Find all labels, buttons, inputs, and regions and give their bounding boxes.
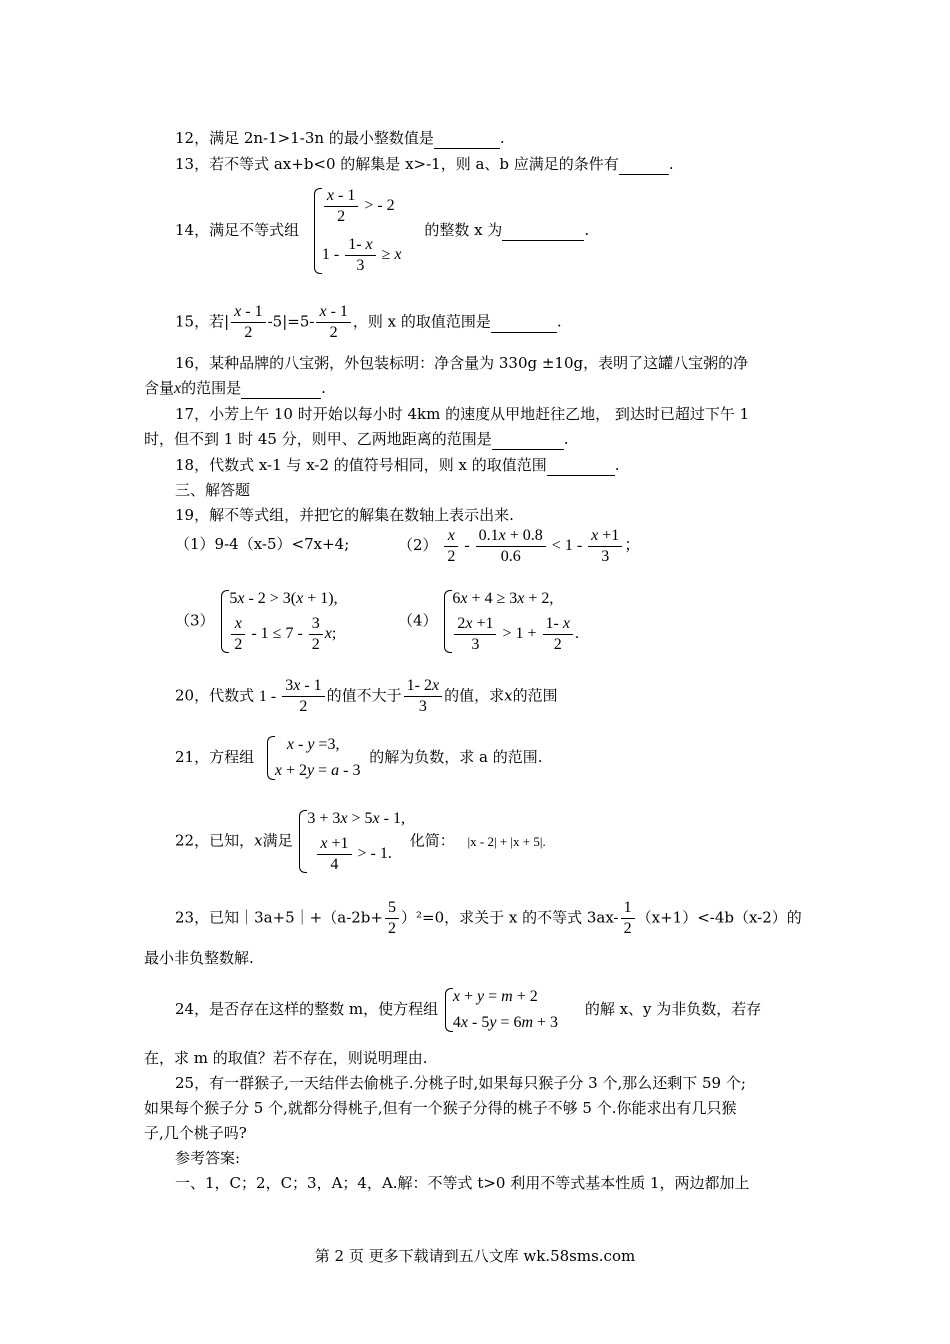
question-24-line-1: 24，是否存在这样的整数 m，使方程组 x + y = m + 2 4x - 5y = 6m + 3 的解 x、y 为非负数，若存 <box>175 986 761 1034</box>
question-24-line-2: 在，求 m 的取值？若不存在，则说明理由. <box>144 1049 428 1067</box>
answers-heading: 参考答案: <box>175 1149 241 1167</box>
answer-blank <box>241 378 321 399</box>
inequality-system: $\frac{x - 1}{2}$ > - 2 1 - $\frac{1- x}{3}$ ≥ x <box>312 186 402 276</box>
question-15: 15，若| $\frac{x - 1}{2}$ -5|=5- $\frac{x - 1}{2}$ ，则 x 的取值范围是 . <box>175 303 562 341</box>
page-footer: 第 2 页 更多下载请到五八文库 wk.58sms.com <box>314 1247 636 1265</box>
question-21: 21，方程组 x - y =3, x + 2y = a - 3 的解为负数，求 a 的范围. <box>175 734 543 782</box>
question-22: 22，已知，x满足 3 + 3x > 5x - 1, $\frac{x +1}{4}$ > - 1. 化简： |x - 2| + |x + 5|. <box>175 810 546 873</box>
question-18: 18，代数式 x-1 与 x-2 的值符号相同，则 x 的取值范围 . <box>175 456 620 474</box>
question-12: 12，满足 2n-1>1-3n 的最小整数值是 . <box>175 129 505 147</box>
question-25-line-1: 25，有一群猴子,一天结伴去偷桃子.分桃子时,如果每只猴子分 3 个,那么还剩下 59 个; <box>175 1074 746 1092</box>
equation-system: x + y = m + 2 4x - 5y = 6m + 3 <box>443 986 558 1034</box>
inequality-system: 6x + 4 ≥ 3x + 2, $\frac{2x +1}{3}$ > 1 + $\frac{1- x}{2}$ . <box>442 588 579 655</box>
fraction: $\frac{x - 1}{2}$ <box>231 302 265 343</box>
inequality-system: 5x - 2 > 3(x + 1), $\frac{x}{2}$ - 1 ≤ 7 - $\frac{3}{2}$ x; <box>219 588 337 655</box>
answer-blank <box>434 128 500 149</box>
question-17-line-1: 17，小芳上午 10 时开始以每小时 4km 的速度从甲地赶往乙地， 到达时已超过下午 1 <box>175 405 750 423</box>
answers-line-1: 一、1，C；2，C；3，A；4，A.解：不等式 t>0 利用不等式基本性质 1，两边都加上 <box>175 1174 750 1192</box>
q19-part-3: （3） 5x - 2 > 3(x + 1), $\frac{x}{2}$ - 1 ≤ 7 - $\frac{3}{2}$ x; <box>175 590 338 653</box>
question-23-line-1: 23，已知｜3a+5｜+（a-2b+ $\frac{5}{2}$ ）²=0，求关于 x 的不等式 3ax- $\frac{1}{2}$ （x+1）<-4b（x-2）的 <box>175 899 802 937</box>
q19-part-4: （4） 6x + 4 ≥ 3x + 2, $\frac{2x +1}{3}$ > 1 + $\frac{1- x}{2}$ . <box>398 590 579 653</box>
question-16-line-1: 16，某种品牌的八宝粥，外包装标明：净含量为 330g ±10g，表明了这罐八宝粥的净 <box>175 354 749 372</box>
question-25-line-2: 如果每个猴子分 5 个,就都分得桃子,但有一个猴子分得的桃子不够 5 个.你能求出有几只猴 <box>144 1099 737 1117</box>
question-16-line-2: 含量x的范围是 . <box>144 379 326 397</box>
inequality-system: 3 + 3x > 5x - 1, $\frac{x +1}{4}$ > - 1. <box>297 808 405 875</box>
q19-part-1: （1）9-4（x-5）<7x+4; <box>175 535 350 553</box>
question-13: 13，若不等式 ax+b<0 的解集是 x>-1，则 a、b 应满足的条件有 . <box>175 155 674 173</box>
question-19: 19，解不等式组，并把它的解集在数轴上表示出来. <box>175 506 514 524</box>
answer-blank <box>619 154 669 175</box>
question-25-line-3: 子,几个桃子吗? <box>144 1124 247 1142</box>
answer-blank <box>492 429 564 450</box>
question-20: 20，代数式 1 - $\frac{3x - 1}{2}$ 的值不大于 $\frac{1- 2x}{3}$ 的值，求x的范围 <box>175 677 558 716</box>
question-23-line-2: 最小非负整数解. <box>144 949 254 967</box>
answer-blank <box>502 220 584 241</box>
section-heading: 三、解答题 <box>175 481 251 499</box>
answer-blank <box>491 312 557 333</box>
answer-blank <box>547 455 615 476</box>
question-14: 14，满足不等式组 $\frac{x - 1}{2}$ > - 2 1 - $\frac{1- x}{3}$ ≥ x 的整数 x 为 . <box>175 187 590 274</box>
equation-system: x - y =3, x + 2y = a - 3 <box>265 734 361 782</box>
fraction: $\frac{x - 1}{2}$ <box>316 302 350 343</box>
q19-part-2: （2） $\frac{x}{2}$ - $\frac{0.1x + 0.8}{0.6}$ < 1 - $\frac{x +1}{3}$ ； <box>398 527 641 565</box>
question-17-line-2: 时，但不到 1 时 45 分，则甲、乙两地距离的范围是 . <box>144 430 569 448</box>
